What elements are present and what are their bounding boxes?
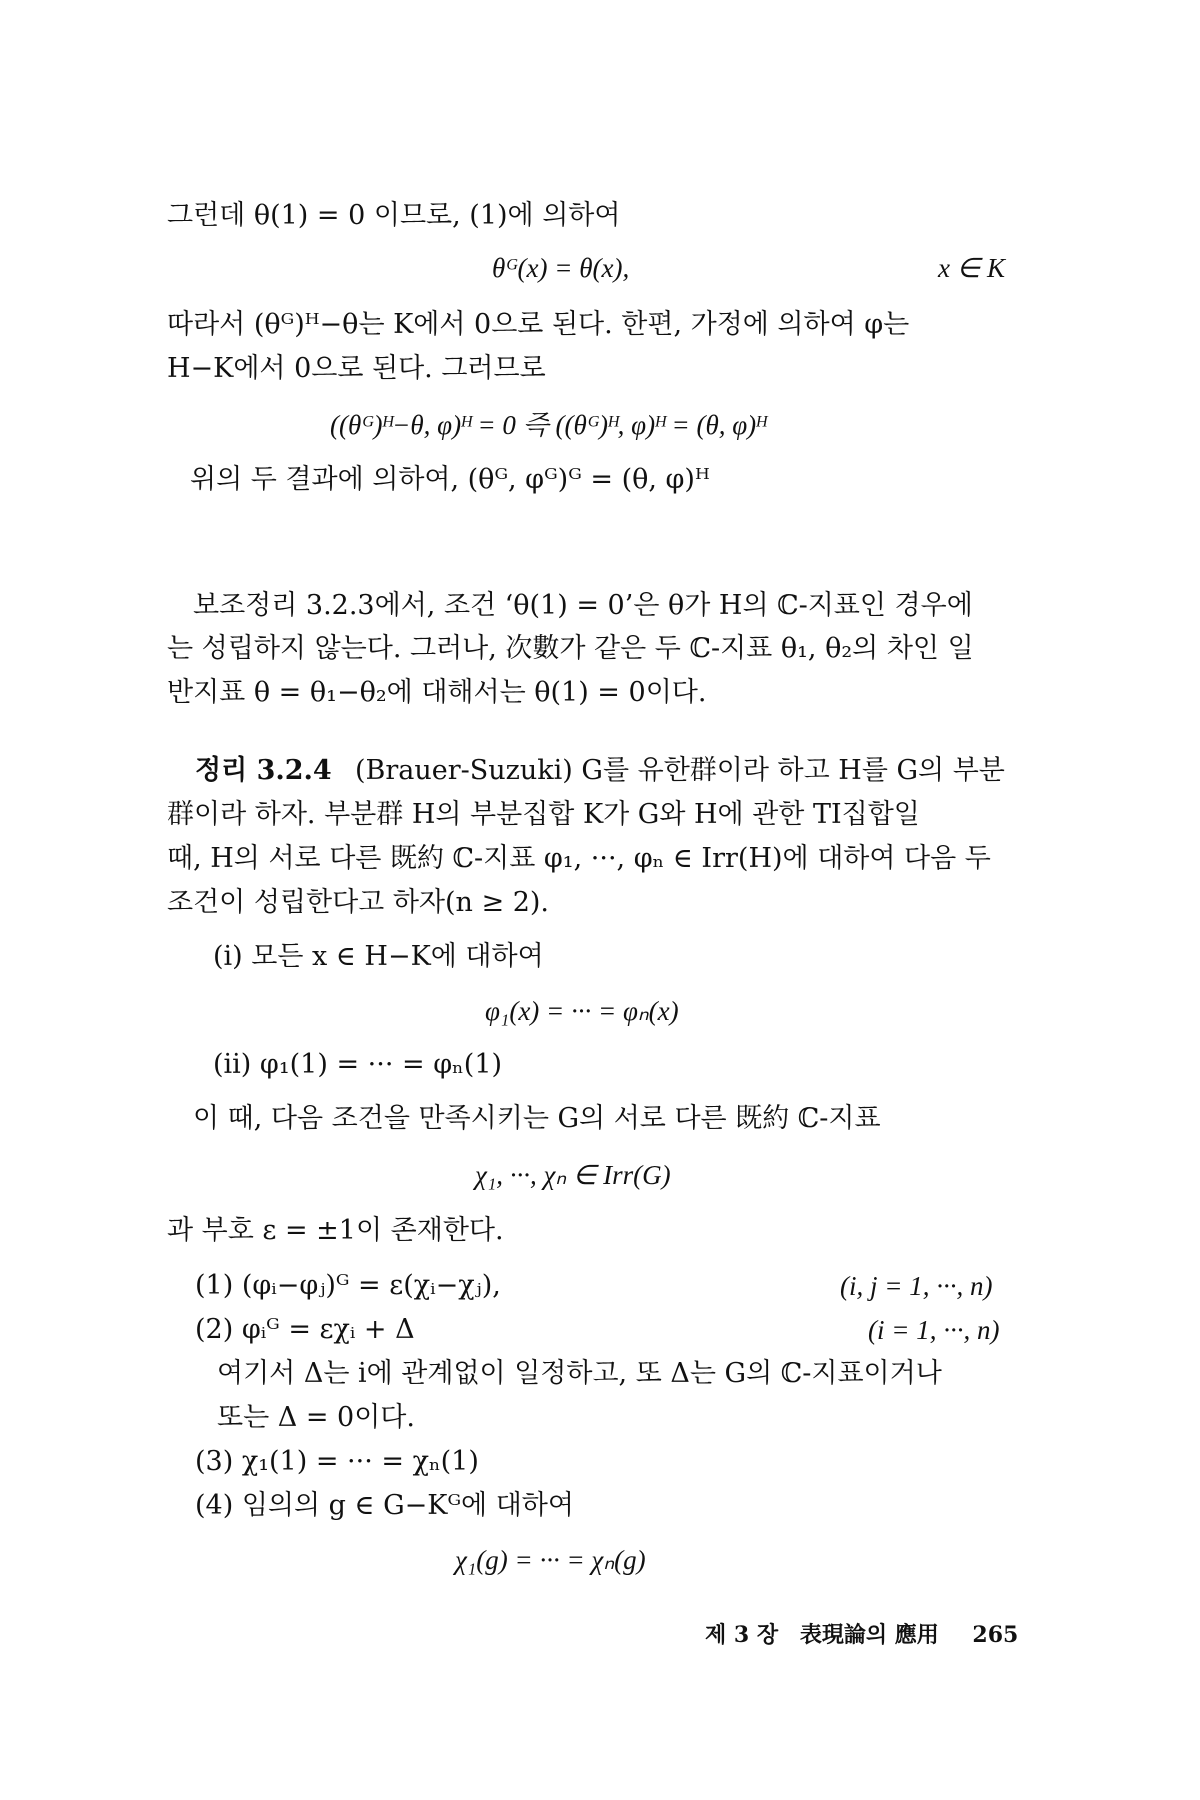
remark-line-3: 반지표 θ = θ₁−θ₂에 대해서는 θ(1) = 0이다. <box>167 677 707 708</box>
condition-i-equation: φ₁(x) = ··· = φₙ(x) <box>485 996 679 1026</box>
theorem-exists: 과 부호 ε = ±1이 존재한다. <box>167 1215 504 1246</box>
theorem-then: 이 때, 다음 조건을 만족시키는 G의 서로 다른 既約 ℂ-지표 <box>193 1103 881 1134</box>
page-number: 265 <box>972 1622 1019 1648</box>
result-2-note-2: 또는 Δ = 0이다. <box>217 1402 415 1433</box>
result-2-range: (i = 1, ···, n) <box>868 1315 1000 1345</box>
result-2: (2) φᵢᴳ = εχᵢ + Δ <box>195 1314 415 1345</box>
equation-inner-product: ((θᴳ)ᴴ−θ, φ)ᴴ = 0 즉 ((θᴳ)ᴴ, φ)ᴴ = (θ, φ)ᴴ <box>330 410 766 440</box>
condition-i: (i) 모든 x ∈ H−K에 대하여 <box>213 941 544 972</box>
remark-line-1: 보조정리 3.2.3에서, 조건 ‘θ(1) = 0’은 θ가 H의 ℂ-지표인 경우에 <box>193 590 973 621</box>
condition-ii: (ii) φ₁(1) = ··· = φₙ(1) <box>213 1049 503 1080</box>
result-3: (3) χ₁(1) = ··· = χₙ(1) <box>195 1446 479 1477</box>
proof-line-4: 위의 두 결과에 의하여, (θᴳ, φᴳ)ᴳ = (θ, φ)ᴴ <box>190 464 710 495</box>
result-4: (4) 임의의 g ∈ G−Kᴳ에 대하여 <box>195 1490 574 1521</box>
result-4-equation: χ₁(g) = ··· = χₙ(g) <box>455 1545 646 1575</box>
remark-line-2: 는 성립하지 않는다. 그러나, 次數가 같은 두 ℂ-지표 θ₁, θ₂의 차인 일 <box>167 633 974 664</box>
footer-chapter: 제 3 장 <box>705 1622 779 1648</box>
result-1-range: (i, j = 1, ···, n) <box>840 1271 993 1301</box>
equation-condition: x ∈ K <box>938 253 1006 283</box>
result-2-note-1: 여기서 Δ는 i에 관계없이 일정하고, 또 Δ는 G의 ℂ-지표이거나 <box>217 1358 942 1389</box>
result-1: (1) (φᵢ−φⱼ)ᴳ = ε(χᵢ−χⱼ), <box>195 1270 501 1301</box>
proof-line-3: H−K에서 0으로 된다. 그러므로 <box>167 353 546 384</box>
proof-line-2: 따라서 (θᴳ)ᴴ−θ는 K에서 0으로 된다. 한편, 가정에 의하여 φ는 <box>167 309 910 340</box>
theorem-line-4: 조건이 성립한다고 하자(n ≥ 2). <box>167 887 549 918</box>
theorem-line-2: 群이라 하자. 부분群 H의 부분집합 K가 G와 H에 관한 TI집합일 <box>167 799 920 830</box>
page-footer <box>705 1618 1018 1649</box>
theorem-label: 정리 3.2.4 <box>195 755 332 786</box>
theorem-line-3: 때, H의 서로 다른 既約 ℂ-지표 φ₁, ···, φₙ ∈ Irr(H)에 대하여 다음 두 <box>167 843 991 874</box>
footer-title: 表現論의 應用 <box>799 1622 939 1648</box>
theorem-line-1: (Brauer-Suzuki) G를 유한群이라 하고 H를 G의 부분 <box>355 755 1005 786</box>
proof-line-1: 그런데 θ(1) = 0 이므로, (1)에 의하여 <box>167 200 621 231</box>
chi-characters: χ₁, ···, χₙ ∈ Irr(G) <box>475 1160 671 1190</box>
equation-theta-induced: θᴳ(x) = θ(x), <box>492 253 630 283</box>
